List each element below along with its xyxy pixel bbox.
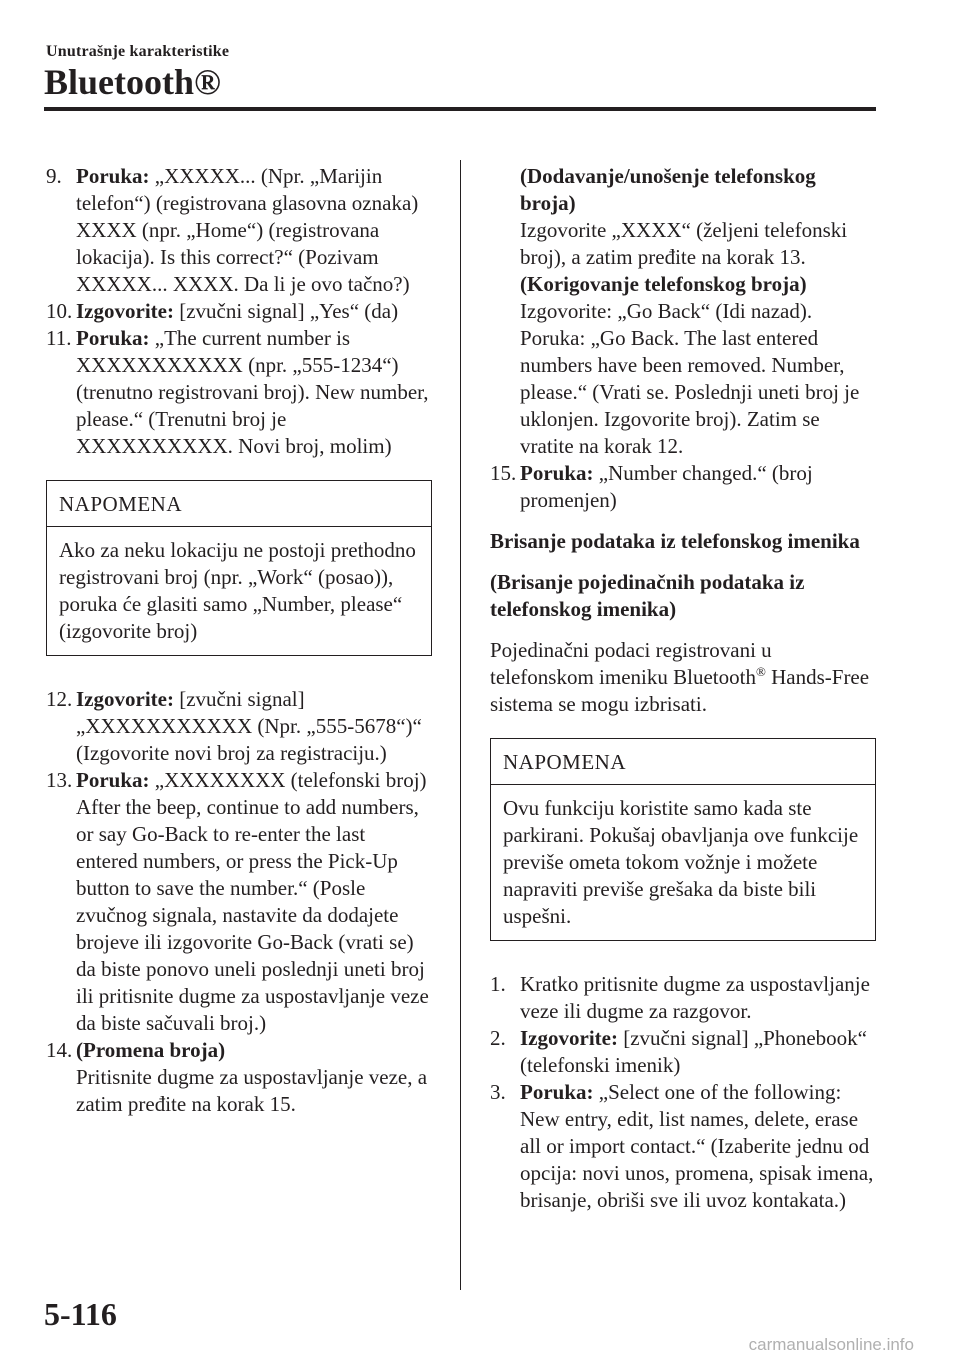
step-number: 11. <box>46 326 72 350</box>
paragraph-text: Hands-Free sistema se mogu izbrisati. <box>490 665 870 716</box>
step-text: „XXXXXXXX (telefonski broj) After the beep, continue to add numbers, or say Go-Back to re-enter the last entered numbers, or press the Pick-Up button to save the number.“ (Posle zvučnog signala, nastavite da dodajete brojeve ili izgovorite Go-Back (vrati se) da biste ponovo uneli poslednji uneti broj ili pritisnite dugme za uspostavljanje veze da biste sačuvali broj.) <box>76 768 429 1035</box>
note-box <box>46 480 432 656</box>
step-15 <box>490 460 876 514</box>
step-1 <box>490 971 876 1025</box>
step-text: Kratko pritisnite dugme za uspostavljanje veze ili dugme za razgovor. <box>520 972 870 1023</box>
watermark: carmanualsonline.info <box>748 1335 914 1354</box>
page-title: Bluetooth® <box>44 62 221 102</box>
step-label: Izgovorite: <box>76 299 174 323</box>
note-body: Ovu funkciju koristite samo kada ste parkirani. Pokušaj obavljanja ove funkcije previše ometa tokom vožnje i možete napraviti previše grešaka da biste bili uspešni. <box>503 796 859 928</box>
sub-text: Izgovorite: „Go Back“ (Idi nazad). Poruka: „Go Back. The last entered numbers have been removed. Number, please.“ (Vrati se. Poslednji uneti broj je uklonjen. Izgovorite broj). Zatim se vratite na korak 12. <box>520 299 860 458</box>
note-heading: NAPOMENA <box>491 739 875 785</box>
step-label: Poruka: <box>520 1080 594 1104</box>
paragraph-text: Pojedinačni podaci registrovani u telefonskom imeniku Bluetooth <box>490 638 772 689</box>
step-2 <box>490 1025 876 1079</box>
page-number: 5-116 <box>44 1296 117 1332</box>
registered-mark: ® <box>755 664 766 679</box>
note-heading: NAPOMENA <box>47 481 431 527</box>
step-text: [zvučni signal] „Yes“ (da) <box>179 299 399 323</box>
step-number: 9. <box>46 164 62 188</box>
step-number: 3. <box>490 1080 506 1104</box>
subsection-heading: (Brisanje pojedinačnih podataka iz telefonskog imenika) <box>490 570 805 621</box>
step-label: Izgovorite: <box>76 687 174 711</box>
sub-heading: (Dodavanje/unošenje telefonskog broja) <box>520 164 816 215</box>
intro-paragraph <box>490 637 876 718</box>
step-text: „The current number is XXXXXXXXXXX (npr. „555-1234“) (trenutno registrovani broj). New number, please.“ (Trenutni broj je XXXXXXXXXX. Novi broj, molim) <box>76 326 429 458</box>
step-13 <box>46 767 432 1037</box>
step-number: 15. <box>490 461 517 485</box>
step-label: Poruka: <box>76 326 150 350</box>
step-number: 12. <box>46 687 73 711</box>
section-label: Unutrašnje karakteristike <box>46 43 230 60</box>
step-text: „Number changed.“ (broj promenjen) <box>520 461 813 512</box>
step-12 <box>46 686 432 767</box>
add-number-block <box>490 163 876 460</box>
step-number: 14. <box>46 1038 73 1062</box>
step-text: [zvučni signal] „XXXXXXXXXXX (Npr. „555-5678“)“ (Izgovorite novi broj za registraciju.) <box>76 687 422 765</box>
step-number: 10. <box>46 299 73 323</box>
step-label: (Promena broja) <box>76 1038 226 1062</box>
sub-heading: (Korigovanje telefonskog broja) <box>520 272 807 296</box>
step-number: 1. <box>490 972 506 996</box>
header-rule <box>44 107 876 111</box>
right-column <box>490 163 876 1214</box>
note-box <box>490 738 876 941</box>
step-9 <box>46 163 432 298</box>
step-text: [zvučni signal] „Phonebook“ (telefonski imenik) <box>520 1026 867 1077</box>
step-3 <box>490 1079 876 1214</box>
step-label: Poruka: <box>76 768 150 792</box>
step-label: Poruka: <box>520 461 594 485</box>
step-label: Poruka: <box>76 164 150 188</box>
sub-text: Izgovorite „XXXX“ (željeni telefonski broj), a zatim pređite na korak 13. <box>520 218 848 269</box>
section-heading: Brisanje podataka iz telefonskog imenika <box>490 529 860 553</box>
step-14 <box>46 1037 432 1118</box>
step-number: 2. <box>490 1026 506 1050</box>
step-10 <box>46 298 432 325</box>
step-number: 13. <box>46 768 73 792</box>
step-text: „XXXXX... (Npr. „Marijin telefon“) (registrovana glasovna oznaka) XXXX (npr. „Home“) (registrovana lokacija). Is this correct?“ (Pozivam XXXXX... XXXX. Da li je ovo tačno?) <box>76 164 419 296</box>
note-body: Ako za neku lokaciju ne postoji prethodno registrovani broj (npr. „Work“ (posao)), poruka će glasiti samo „Number, please“ (izgovorite broj) <box>59 538 416 643</box>
step-text: „Select one of the following: New entry, edit, list names, delete, erase all or import contact.“ (Izaberite jednu od opcija: novi unos, promena, spisak imena, brisanje, obriši sve ili uvoz kontakata.) <box>520 1080 874 1212</box>
left-column <box>46 163 432 1118</box>
step-label: Izgovorite: <box>520 1026 618 1050</box>
step-text: Pritisnite dugme za uspostavljanje veze, a zatim pređite na korak 15. <box>76 1065 428 1116</box>
step-11 <box>46 325 432 460</box>
column-divider <box>460 160 461 1290</box>
